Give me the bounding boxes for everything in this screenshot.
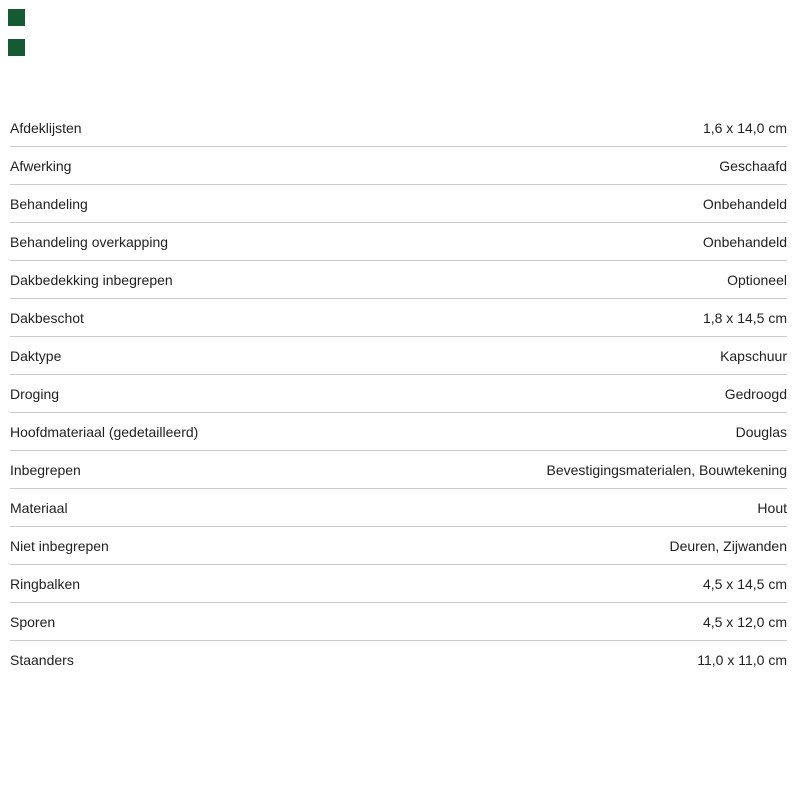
table-row [10, 185, 787, 223]
table-row [10, 527, 787, 565]
table-row [10, 299, 787, 337]
spec-label: Afwerking [10, 157, 72, 174]
spec-value: Douglas [735, 423, 787, 440]
table-row [10, 413, 787, 451]
spec-value: 1,8 x 14,5 cm [702, 309, 787, 326]
spec-value: Hout [757, 499, 787, 516]
green-square-marker-2 [8, 39, 25, 56]
green-square-marker-1 [8, 9, 25, 26]
table-row [10, 603, 787, 641]
spec-value: 4,5 x 12,0 cm [702, 613, 787, 630]
spec-value: 4,5 x 14,5 cm [702, 575, 787, 592]
spec-value: Kapschuur [720, 347, 787, 364]
spec-label: Materiaal [10, 499, 68, 516]
spec-value: Optioneel [727, 271, 787, 288]
table-row [10, 375, 787, 413]
spec-label: Dakbedekking inbegrepen [10, 271, 173, 288]
spec-label: Staanders [10, 652, 74, 668]
table-row [10, 641, 787, 679]
spec-value: Onbehandeld [702, 233, 787, 250]
spec-label: Dakbeschot [10, 309, 84, 326]
spec-value: Geschaafd [719, 157, 787, 174]
table-row [10, 337, 787, 375]
spec-value: Onbehandeld [702, 195, 787, 212]
spec-label: Daktype [10, 347, 62, 364]
table-row [10, 451, 787, 489]
spec-label: Behandeling overkapping [10, 233, 169, 250]
table-row [10, 109, 787, 147]
specifications-table [10, 109, 787, 679]
spec-label: Afdeklijsten [10, 119, 82, 136]
table-row [10, 223, 787, 261]
spec-label: Behandeling [10, 195, 88, 212]
spec-value: Bevestigingsmaterialen, Bouwtekening [546, 461, 787, 478]
spec-value: 1,6 x 14,0 cm [702, 119, 787, 136]
table-row [10, 489, 787, 527]
spec-value: Deuren, Zijwanden [669, 537, 787, 554]
table-row [10, 565, 787, 603]
spec-label: Droging [10, 385, 60, 402]
spec-value: 11,0 x 11,0 cm [697, 652, 787, 668]
spec-label: Sporen [10, 613, 56, 630]
spec-label: Niet inbegrepen [10, 537, 109, 554]
spec-label: Hoofdmateriaal (gedetailleerd) [10, 423, 199, 440]
table-row [10, 261, 787, 299]
table-row [10, 147, 787, 185]
spec-label: Ringbalken [10, 575, 81, 592]
spec-value: Gedroogd [724, 385, 787, 402]
spec-label: Inbegrepen [10, 461, 81, 478]
